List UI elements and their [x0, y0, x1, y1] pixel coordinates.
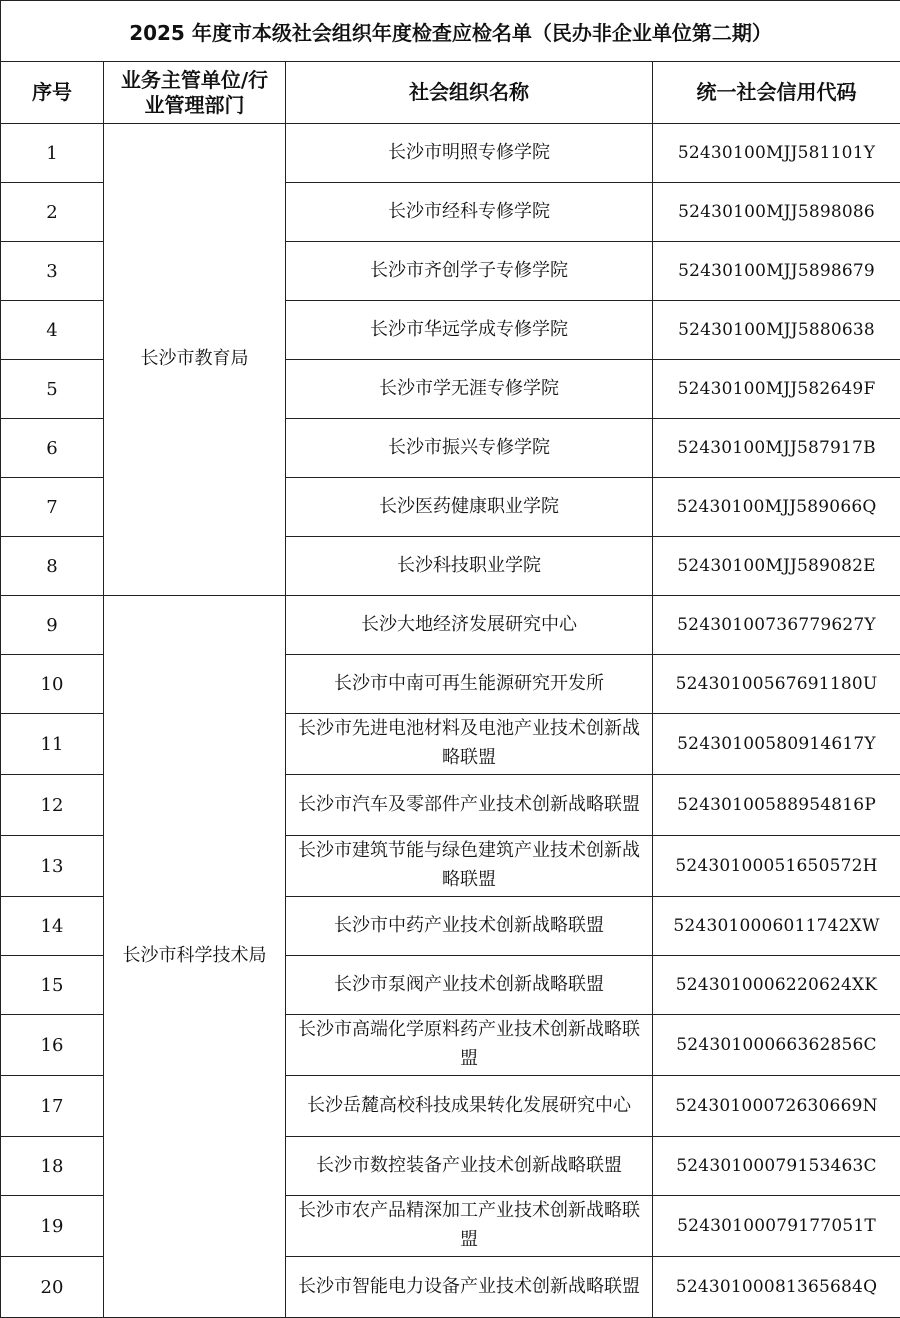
credit-code: 52430100MJJ587917B [653, 419, 900, 478]
header-index: 序号 [1, 62, 104, 124]
credit-code: 52430100079153463C [653, 1137, 900, 1196]
credit-code: 52430100MJJ5880638 [653, 301, 900, 360]
row-index: 20 [1, 1257, 104, 1318]
org-name: 长沙市学无涯专修学院 [286, 360, 653, 419]
row-index: 16 [1, 1015, 104, 1076]
row-index: 8 [1, 537, 104, 596]
org-name: 长沙科技职业学院 [286, 537, 653, 596]
org-name: 长沙市数控装备产业技术创新战略联盟 [286, 1137, 653, 1196]
credit-code: 52430100MJJ582649F [653, 360, 900, 419]
org-name: 长沙市中药产业技术创新战略联盟 [286, 897, 653, 956]
credit-code: 52430100MJJ589082E [653, 537, 900, 596]
credit-code: 52430100081365684Q [653, 1257, 900, 1318]
org-name: 长沙市华远学成专修学院 [286, 301, 653, 360]
row-index: 2 [1, 183, 104, 242]
credit-code: 52430100066362856C [653, 1015, 900, 1076]
org-name: 长沙市振兴专修学院 [286, 419, 653, 478]
credit-code: 5243010006220624XK [653, 956, 900, 1015]
credit-code: 52430100051650572H [653, 836, 900, 897]
row-index: 3 [1, 242, 104, 301]
row-index: 13 [1, 836, 104, 897]
credit-code: 5243010006011742XW [653, 897, 900, 956]
header-code: 统一社会信用代码 [653, 62, 900, 124]
org-name: 长沙市泵阀产业技术创新战略联盟 [286, 956, 653, 1015]
credit-code: 52430100MJJ581101Y [653, 124, 900, 183]
dept-cell [104, 596, 286, 1318]
credit-code: 52430100588954816P [653, 775, 900, 836]
org-name: 长沙市先进电池材料及电池产业技术创新战略联盟 [286, 714, 653, 775]
credit-code: 52430100MJJ5898679 [653, 242, 900, 301]
row-index: 18 [1, 1137, 104, 1196]
table-row [1, 596, 900, 655]
credit-code: 52430100MJJ5898086 [653, 183, 900, 242]
header-name: 社会组织名称 [286, 62, 653, 124]
credit-code: 52430100MJJ589066Q [653, 478, 900, 537]
credit-code: 52430100567691180U [653, 655, 900, 714]
credit-code: 52430100580914617Y [653, 714, 900, 775]
table-body [1, 124, 900, 1318]
row-index: 14 [1, 897, 104, 956]
dept-label: 长沙市科学技术局 [120, 941, 270, 972]
row-index: 9 [1, 596, 104, 655]
org-name: 长沙市建筑节能与绿色建筑产业技术创新战略联盟 [286, 836, 653, 897]
credit-code: 52430100736779627Y [653, 596, 900, 655]
row-index: 7 [1, 478, 104, 537]
header-dept [104, 62, 286, 124]
credit-code: 52430100072630669N [653, 1076, 900, 1137]
header-dept-label: 业务主管单位/行业管理部门 [120, 68, 270, 118]
row-index: 17 [1, 1076, 104, 1137]
org-name: 长沙市汽车及零部件产业技术创新战略联盟 [286, 775, 653, 836]
org-name: 长沙大地经济发展研究中心 [286, 596, 653, 655]
row-index: 19 [1, 1196, 104, 1257]
org-name: 长沙市中南可再生能源研究开发所 [286, 655, 653, 714]
table-title: 2025 年度市本级社会组织年度检查应检名单（民办非企业单位第二期） [1, 1, 900, 62]
row-index: 6 [1, 419, 104, 478]
org-name: 长沙市农产品精深加工产业技术创新战略联盟 [286, 1196, 653, 1257]
org-name: 长沙市经科专修学院 [286, 183, 653, 242]
row-index: 1 [1, 124, 104, 183]
credit-code: 52430100079177051T [653, 1196, 900, 1257]
org-name: 长沙市高端化学原料药产业技术创新战略联盟 [286, 1015, 653, 1076]
org-name: 长沙市明照专修学院 [286, 124, 653, 183]
row-index: 15 [1, 956, 104, 1015]
header-row [1, 62, 900, 124]
row-index: 10 [1, 655, 104, 714]
row-index: 4 [1, 301, 104, 360]
row-index: 11 [1, 714, 104, 775]
dept-cell: 长沙市教育局 [104, 124, 286, 596]
org-name: 长沙岳麓高校科技成果转化发展研究中心 [286, 1076, 653, 1137]
org-name: 长沙市智能电力设备产业技术创新战略联盟 [286, 1257, 653, 1318]
row-index: 12 [1, 775, 104, 836]
org-name: 长沙市齐创学子专修学院 [286, 242, 653, 301]
row-index: 5 [1, 360, 104, 419]
table-row [1, 124, 900, 183]
org-name: 长沙医药健康职业学院 [286, 478, 653, 537]
